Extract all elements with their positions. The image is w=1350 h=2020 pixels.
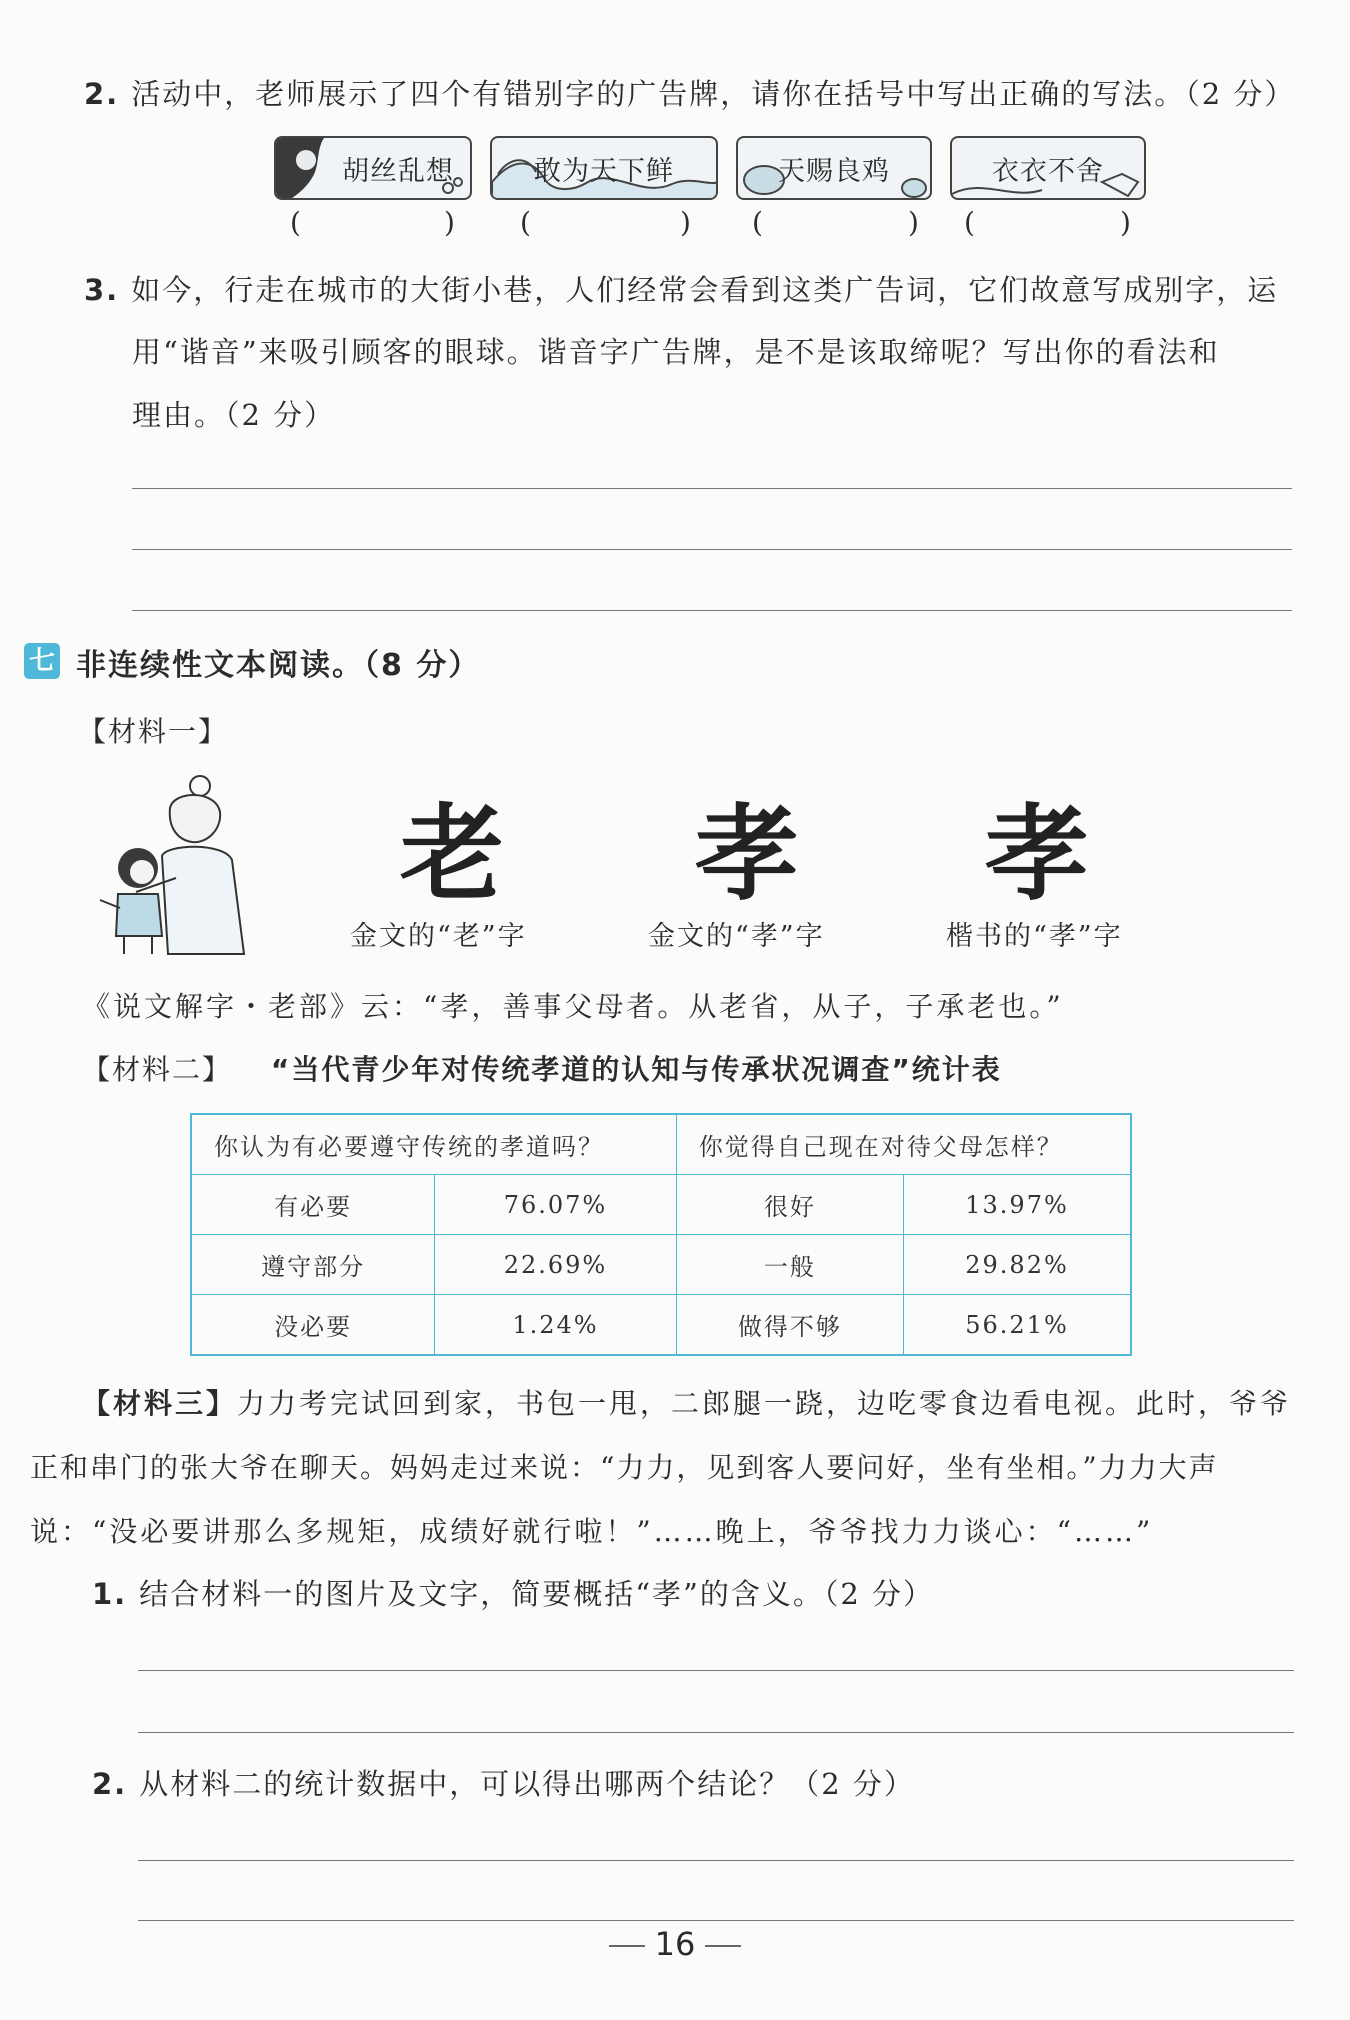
answer-paren-open-1: ( (290, 206, 301, 239)
question-number: 2. (92, 1767, 128, 1801)
question-text: 从材料二的统计数据中，可以得出哪两个结论？（2 分） (139, 1767, 915, 1801)
answer-line[interactable] (138, 1732, 1294, 1733)
glyph-caption-2: 金文的“孝”字 (648, 921, 825, 952)
answer-line[interactable] (138, 1670, 1294, 1671)
answer-line[interactable] (138, 1860, 1294, 1861)
shuowen-quote: 《说文解字・老部》云：“孝，善事父母者。从老省，从子，子承老也。” (82, 990, 1064, 1023)
answer-line[interactable] (132, 610, 1292, 611)
table-cell: 56.21% (904, 1295, 1131, 1356)
sign-text: 胡丝乱想 (342, 155, 454, 187)
bronze-glyph-lao: 老 (400, 792, 505, 915)
sign-text: 天赐良鸡 (778, 155, 890, 187)
material-2-heading (82, 1048, 1002, 1088)
question-3-line-3: 理由。（2 分） (132, 398, 336, 432)
table-cell: 29.82% (904, 1235, 1131, 1295)
table-header: 你认为有必要遵守传统的孝道吗？ (191, 1114, 676, 1175)
table-cell: 76.07% (435, 1175, 676, 1235)
answer-paren-close-2: ) (680, 206, 691, 239)
material-3-text: 力力考完试回到家，书包一甩，二郎腿一跷，边吃零食边看电视。此时，爷爷 (237, 1387, 1292, 1420)
material-2-title: “当代青少年对传统孝道的认知与传承状况调查”统计表 (270, 1053, 1002, 1086)
table-header-row (191, 1114, 1131, 1175)
material-3-line-3: 说：“没必要讲那么多规矩，成绩好就行啦！”……晚上，爷爷找力力谈心：“……” (30, 1515, 1154, 1548)
section-badge: 七 (24, 643, 60, 679)
table-cell: 没必要 (191, 1295, 435, 1356)
bronze-glyph-xiao: 孝 (695, 792, 800, 915)
answer-line[interactable] (138, 1920, 1294, 1921)
table-row (191, 1175, 1131, 1235)
material-3-line-1 (82, 1382, 1291, 1422)
question-number: 3. (84, 273, 120, 307)
table-cell: 22.69% (435, 1235, 676, 1295)
table-cell: 做得不够 (676, 1295, 903, 1356)
table-cell: 13.97% (904, 1175, 1131, 1235)
sign-text: 敢为天下鲜 (534, 155, 674, 187)
page-number-dash (609, 1945, 645, 1947)
question-3-line-2: 用“谐音”来吸引顾客的眼球。谐音字广告牌，是不是该取缔呢？写出你的看法和 (132, 335, 1220, 369)
table-header: 你觉得自己现在对待父母怎样？ (676, 1114, 1131, 1175)
question-number: 1. (92, 1577, 128, 1611)
glyph-caption-3: 楷书的“孝”字 (946, 921, 1123, 952)
ad-sign-4 (950, 136, 1146, 200)
page-number-value: 16 (654, 1925, 696, 1963)
sub-question-1 (92, 1572, 934, 1613)
answer-paren-close-3: ) (908, 206, 919, 239)
table-cell: 遵守部分 (191, 1235, 435, 1295)
ad-sign-2 (490, 136, 718, 200)
glyph-caption-1: 金文的“老”字 (350, 921, 527, 952)
table-row (191, 1235, 1131, 1295)
material-2-label: 【材料二】 (82, 1053, 233, 1086)
question-number: 2. (84, 77, 120, 111)
answer-line[interactable] (132, 488, 1292, 489)
question-text: 如今，行走在城市的大街小巷，人们经常会看到这类广告词，它们故意写成别字，运 (131, 273, 1279, 307)
answer-paren-open-3: ( (752, 206, 763, 239)
question-text: 活动中，老师展示了四个有错别字的广告牌，请你在括号中写出正确的写法。（2 分） (131, 77, 1296, 111)
answer-paren-open-4: ( (964, 206, 975, 239)
page-number (0, 1925, 1350, 1963)
question-3-line-1 (84, 268, 1278, 309)
answer-paren-close-4: ) (1120, 206, 1131, 239)
survey-table (190, 1113, 1132, 1356)
ad-sign-3 (736, 136, 932, 200)
table-cell: 有必要 (191, 1175, 435, 1235)
table-cell: 1.24% (435, 1295, 676, 1356)
sub-question-2 (92, 1762, 915, 1803)
page-number-dash (705, 1945, 741, 1947)
sign-text: 衣衣不舍 (992, 155, 1104, 187)
table-cell: 一般 (676, 1235, 903, 1295)
ad-sign-1 (274, 136, 472, 200)
elder-child-illustration (96, 768, 246, 958)
question-2 (84, 72, 1295, 113)
question-text: 结合材料一的图片及文字，简要概括“孝”的含义。（2 分） (139, 1577, 935, 1611)
answer-paren-open-2: ( (520, 206, 531, 239)
table-row (191, 1295, 1131, 1356)
table-cell: 很好 (676, 1175, 903, 1235)
answer-paren-close-1: ) (444, 206, 455, 239)
material-1-label: 【材料一】 (78, 715, 229, 748)
regular-script-glyph-xiao: 孝 (985, 792, 1090, 915)
section-title: 非连续性文本阅读。（8 分） (76, 648, 481, 683)
answer-line[interactable] (132, 549, 1292, 550)
material-3-label: 【材料三】 (82, 1387, 238, 1420)
material-3-line-2: 正和串门的张大爷在聊天。妈妈走过来说：“力力，见到客人要问好，坐有坐相。”力力大声 (30, 1451, 1219, 1484)
